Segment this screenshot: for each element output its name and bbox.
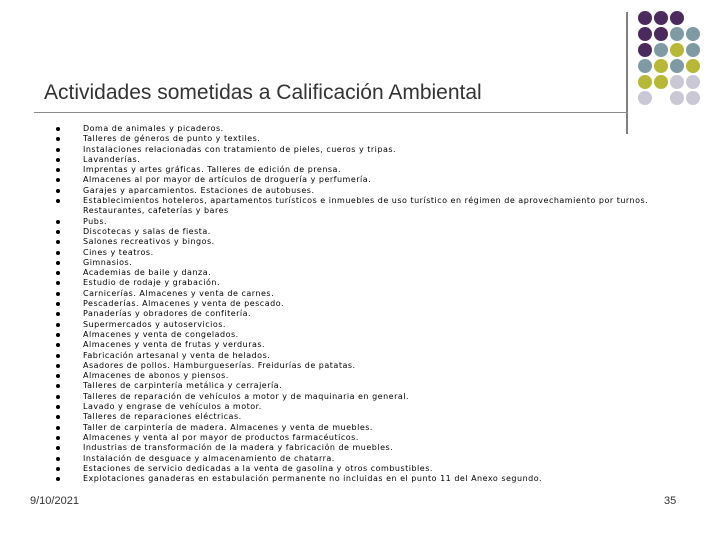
activity-list xyxy=(56,124,686,484)
list-item-text: Lavanderías. xyxy=(83,154,141,164)
decor-dot xyxy=(638,27,652,41)
slide-title: Actividades sometidas a Calificación Ambiental xyxy=(44,81,482,104)
bullet-icon xyxy=(56,168,60,172)
bullet-icon xyxy=(56,261,60,265)
bullet-icon xyxy=(56,158,60,162)
list-item-text: Pescaderías. Almacenes y venta de pescado. xyxy=(83,299,284,309)
bullet-icon xyxy=(56,220,60,224)
bullet-icon xyxy=(56,323,60,327)
list-item-text: Talleres de géneros de punto y textiles. xyxy=(83,134,261,144)
list-item-text: Instalación de desguace y almacenamiento de chatarra. xyxy=(83,453,335,463)
list-item xyxy=(56,237,686,247)
list-item xyxy=(56,248,686,258)
bullet-icon xyxy=(56,467,60,471)
bullet-icon xyxy=(56,312,60,316)
bullet-icon xyxy=(56,364,60,368)
decor-dot xyxy=(654,27,668,41)
bullet-icon xyxy=(56,240,60,244)
bullet-icon xyxy=(56,251,60,255)
bullet-icon xyxy=(56,374,60,378)
decor-dot xyxy=(654,75,668,89)
list-item xyxy=(56,340,686,350)
list-item-text: Talleres de reparaciones eléctricas. xyxy=(83,412,242,422)
bullet-icon xyxy=(56,426,60,430)
decor-dot xyxy=(638,91,652,105)
bullet-icon xyxy=(56,436,60,440)
bullet-icon xyxy=(56,384,60,388)
decor-dot xyxy=(686,11,700,25)
decor-dot xyxy=(654,59,668,73)
list-item xyxy=(56,361,686,371)
list-item xyxy=(56,217,686,227)
list-item xyxy=(56,145,686,155)
bullet-icon xyxy=(56,415,60,419)
list-item-text: Estaciones de servicio dedicadas a la venta de gasolina y otros combustibles. xyxy=(83,463,433,473)
slide-date: 9/10/2021 xyxy=(30,495,79,507)
list-item xyxy=(56,134,686,144)
decor-dot xyxy=(670,27,684,41)
decor-dot xyxy=(654,43,668,57)
list-item xyxy=(56,433,686,443)
list-item xyxy=(56,196,686,217)
list-item-text: Garajes y aparcamientos. Estaciones de autobuses. xyxy=(83,185,315,195)
list-item-text: Imprentas y artes gráficas. Talleres de edición de prensa. xyxy=(83,165,341,175)
bullet-icon xyxy=(56,302,60,306)
decor-dot xyxy=(686,59,700,73)
decor-dot xyxy=(686,75,700,89)
list-item-text: Explotaciones ganaderas en estabulación permanente no incluidas en el punto 11 del Anexo segundo. xyxy=(83,474,543,484)
decor-dot xyxy=(670,43,684,57)
bullet-icon xyxy=(56,281,60,285)
list-item-text: Fabricación artesanal y venta de helados. xyxy=(83,350,271,360)
bullet-icon xyxy=(56,271,60,275)
decor-dot xyxy=(670,11,684,25)
list-item xyxy=(56,309,686,319)
bullet-icon xyxy=(56,343,60,347)
bullet-icon xyxy=(56,199,60,203)
bullet-icon xyxy=(56,127,60,131)
bullet-icon xyxy=(56,148,60,152)
list-item xyxy=(56,299,686,309)
decor-dot xyxy=(670,59,684,73)
list-item xyxy=(56,423,686,433)
decor-dot xyxy=(686,43,700,57)
list-item xyxy=(56,464,686,474)
list-item-text: Discotecas y salas de fiesta. xyxy=(83,226,211,236)
bullet-icon xyxy=(56,405,60,409)
list-item-text: Almacenes y venta de frutas y verduras. xyxy=(83,340,266,350)
list-item xyxy=(56,289,686,299)
list-item xyxy=(56,351,686,361)
list-item xyxy=(56,443,686,453)
decor-dot xyxy=(670,75,684,89)
list-item xyxy=(56,381,686,391)
bullet-icon xyxy=(56,395,60,399)
list-item-text: Panaderías y obradores de confitería. xyxy=(83,309,252,319)
list-item xyxy=(56,454,686,464)
bullet-icon xyxy=(56,354,60,358)
vertical-divider xyxy=(626,12,628,134)
list-item xyxy=(56,320,686,330)
decorative-dot-grid xyxy=(637,10,701,106)
list-item xyxy=(56,268,686,278)
list-item-text: Almacenes de abonos y piensos. xyxy=(83,371,229,381)
list-item-text: Almacenes y venta de congelados. xyxy=(83,329,239,339)
list-item-text: Pubs. xyxy=(83,216,108,226)
list-item xyxy=(56,392,686,402)
list-item-text: Salones recreativos y bingos. xyxy=(83,237,215,247)
decor-dot xyxy=(670,91,684,105)
list-item-text: Instalaciones relacionadas con tratamiento de pieles, cueros y tripas. xyxy=(83,144,397,154)
decor-dot xyxy=(638,75,652,89)
decor-dot xyxy=(654,91,668,105)
list-item-text: Academias de baile y danza. xyxy=(83,268,212,278)
list-item xyxy=(56,124,686,134)
list-item-text: Almacenes y venta al por mayor de productos farmacéuticos. xyxy=(83,432,359,442)
list-item-text: Supermercados y autoservicios. xyxy=(83,319,226,329)
list-item xyxy=(56,371,686,381)
list-item-text: Carnicerías. Almacenes y venta de carnes. xyxy=(83,288,275,298)
decor-dot xyxy=(638,43,652,57)
bullet-icon xyxy=(56,446,60,450)
list-item xyxy=(56,278,686,288)
list-item-text: Doma de animales y picaderos. xyxy=(83,124,224,133)
bullet-icon xyxy=(56,477,60,481)
decor-dot xyxy=(638,11,652,25)
bullet-icon xyxy=(56,292,60,296)
list-item xyxy=(56,165,686,175)
list-item xyxy=(56,330,686,340)
list-item-text: Industrias de transformación de la madera y fabricación de muebles. xyxy=(83,443,394,453)
title-underline xyxy=(34,112,628,113)
list-item-text: Almacenes al por mayor de artículos de droguería y perfumería. xyxy=(83,175,372,185)
decor-dot xyxy=(686,27,700,41)
list-item-text: Lavado y engrase de vehículos a motor. xyxy=(83,402,262,412)
decor-dot xyxy=(638,59,652,73)
bullet-icon xyxy=(56,457,60,461)
list-item xyxy=(56,155,686,165)
list-item xyxy=(56,412,686,422)
slide-page-number: 35 xyxy=(664,495,677,507)
list-item xyxy=(56,186,686,196)
list-item-text: Taller de carpintería de madera. Almacenes y venta de muebles. xyxy=(83,422,373,432)
list-item-text: Establecimientos hoteleros, apartamentos turísticos e inmuebles de uso turístico en régimen de aprovechamiento por turnos. Restaurantes, cafeterías y bares xyxy=(83,196,649,216)
decor-dot xyxy=(686,91,700,105)
bullet-icon xyxy=(56,333,60,337)
list-item-text: Gimnasios. xyxy=(83,257,133,267)
bullet-icon xyxy=(56,178,60,182)
list-item-text: Talleres de reparación de vehículos a motor y de maquinaria en general. xyxy=(83,391,410,401)
list-item-text: Cines y teatros. xyxy=(83,247,154,257)
bullet-icon xyxy=(56,189,60,193)
bullet-icon xyxy=(56,137,60,141)
list-item xyxy=(56,402,686,412)
list-item xyxy=(56,175,686,185)
list-item xyxy=(56,227,686,237)
bullet-icon xyxy=(56,230,60,234)
list-item xyxy=(56,474,686,484)
list-item xyxy=(56,258,686,268)
list-item-text: Talleres de carpintería metálica y cerrajería. xyxy=(83,381,283,391)
list-item-text: Asadores de pollos. Hamburgueserías. Freidurías de patatas. xyxy=(83,360,356,370)
list-item-text: Estudio de rodaje y grabación. xyxy=(83,278,221,288)
decor-dot xyxy=(654,11,668,25)
